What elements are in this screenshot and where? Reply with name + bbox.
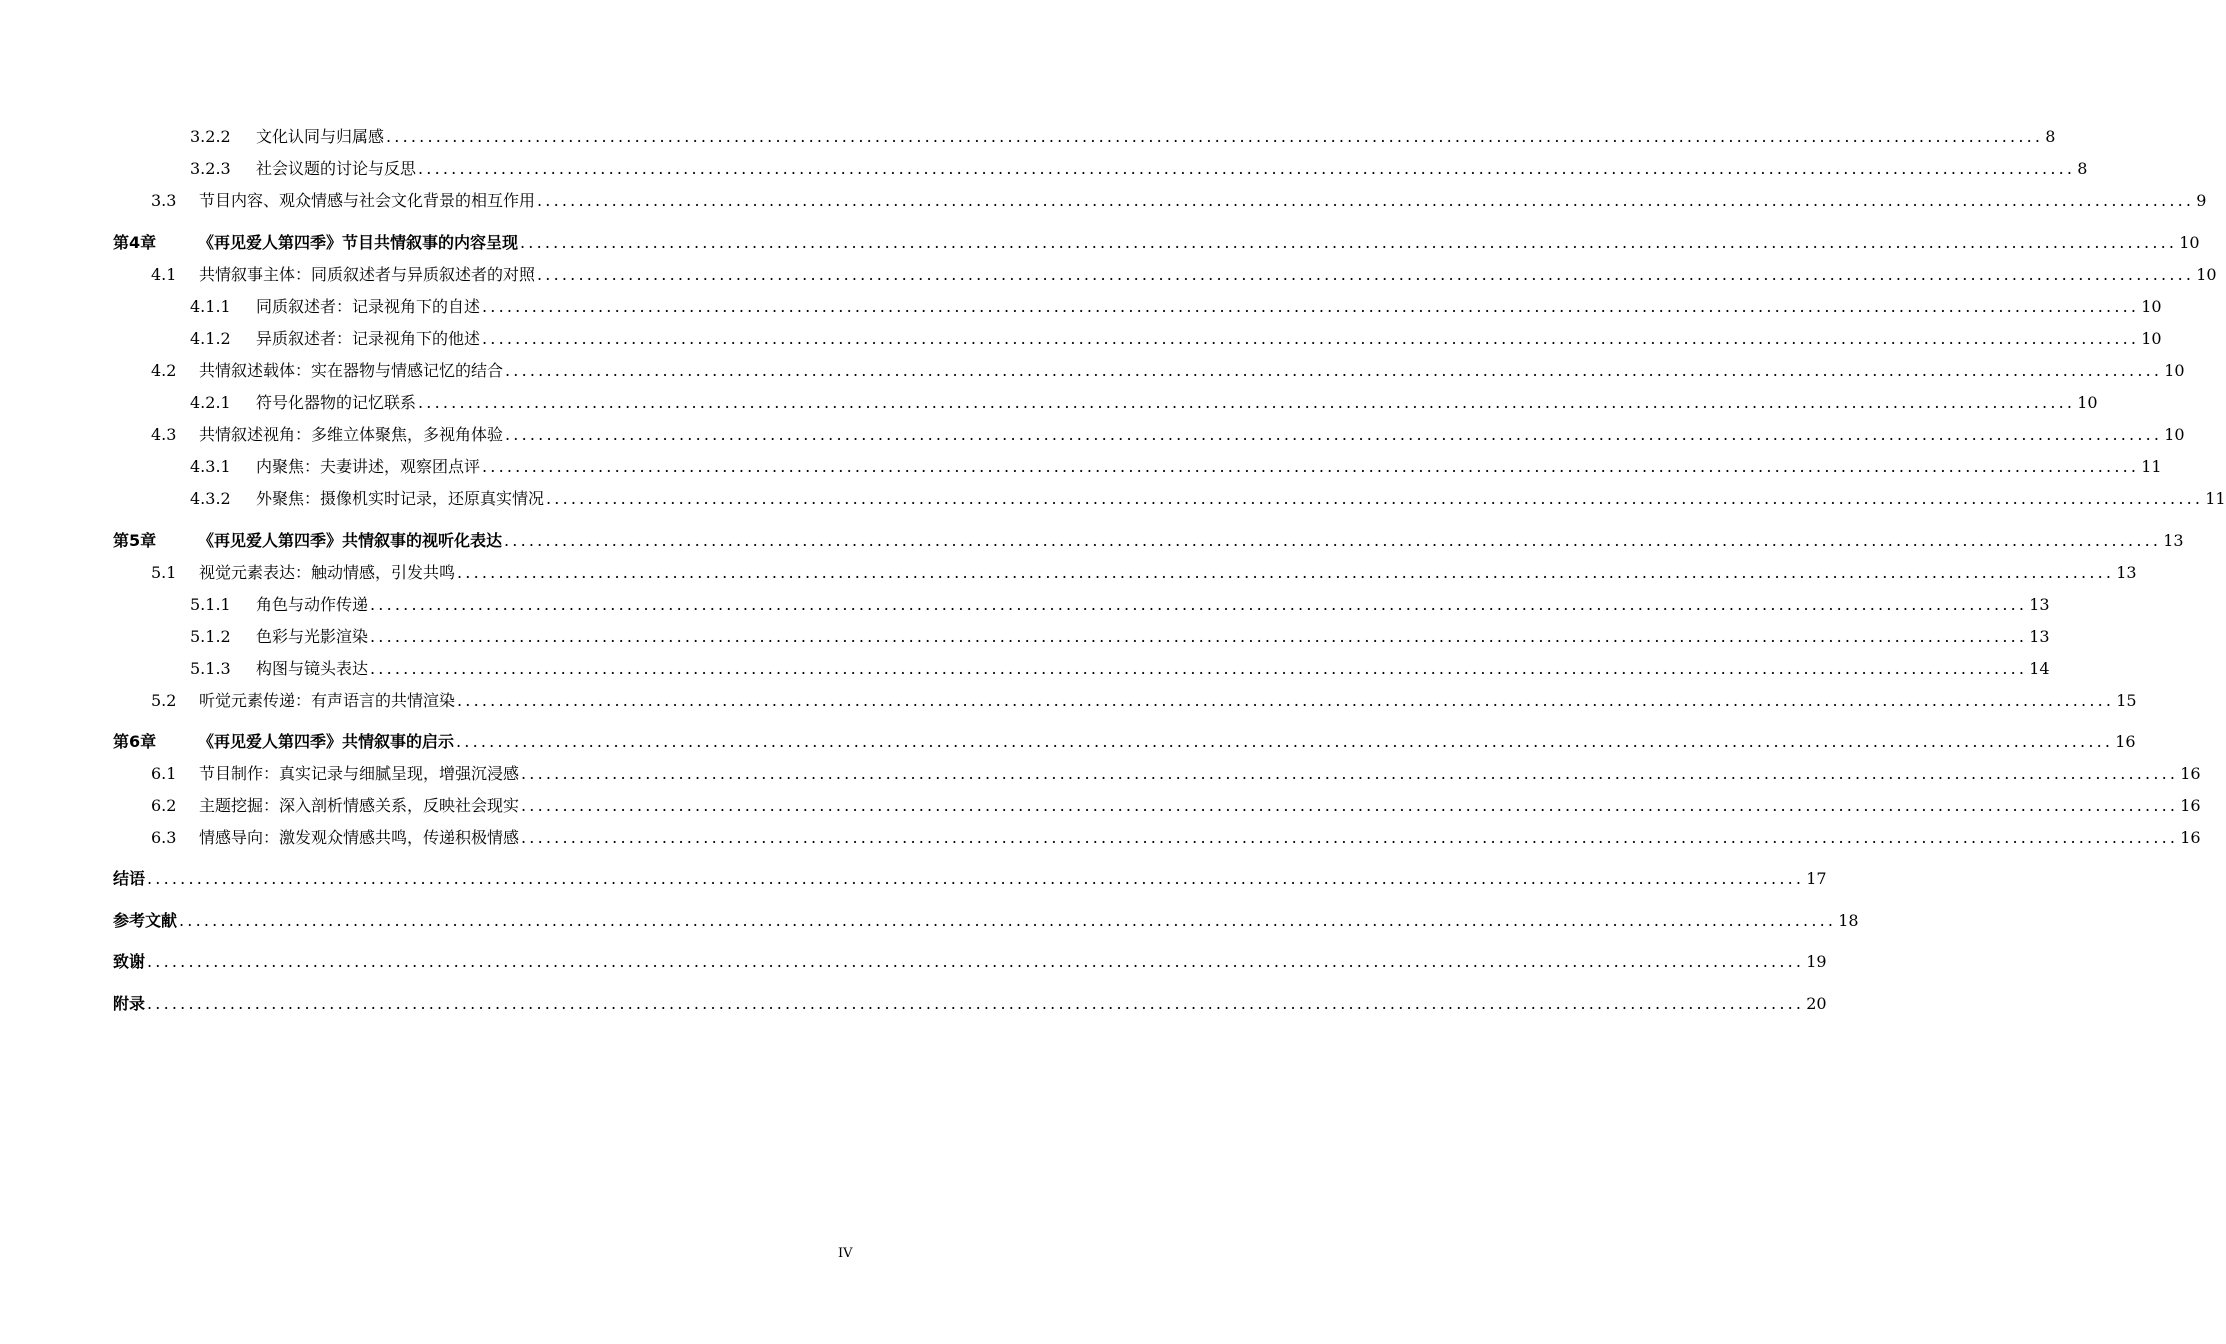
toc-entry-page: 14 (2029, 659, 2050, 678)
toc-entry-page: 13 (2163, 531, 2184, 550)
toc-entry-page: 11 (2141, 457, 2162, 476)
toc-entry-page: 10 (2179, 233, 2200, 252)
toc-entry[interactable] (151, 420, 2185, 444)
dot-leader: ........................................................................................................................................................................................................ (505, 361, 2163, 380)
toc-entry[interactable] (113, 989, 1827, 1013)
dot-leader: ........................................................................................................................................................................................................ (147, 869, 1805, 888)
dot-leader: ........................................................................................................................................................................................................ (457, 563, 2115, 582)
toc-entry-page: 13 (2116, 563, 2137, 582)
toc-entry-page: 13 (2029, 595, 2050, 614)
toc-entry-number: 3.2.3 (190, 159, 231, 178)
toc-entry-title: 异质叙述者：记录视角下的他述 (256, 329, 481, 348)
toc-entry[interactable] (113, 947, 1827, 971)
dot-leader: ........................................................................................................................................................................................................ (546, 489, 2204, 508)
toc-entry-title: 情感导向：激发观众情感共鸣，传递积极情感 (199, 828, 520, 847)
toc-entry-number: 5.1.3 (190, 659, 231, 678)
toc-entry-number: 4.2 (151, 361, 177, 380)
dot-leader: ........................................................................................................................................................................................................ (482, 329, 2140, 348)
toc-entry-number: 4.3 (151, 425, 177, 444)
toc-entry-title: 共情叙述载体：实在器物与情感记忆的结合 (199, 361, 504, 380)
toc-entry-title: 内聚焦：夫妻讲述，观察团点评 (256, 457, 481, 476)
toc-entry-title: 《再见爱人第四季》节目共情叙事的内容呈现 (198, 233, 519, 252)
toc-entry-page: 10 (2164, 361, 2185, 380)
toc-entry-number: 第4章 (113, 233, 157, 252)
toc-entry-page: 19 (1806, 952, 1827, 971)
toc-entry-number: 4.3.1 (190, 457, 231, 476)
toc-entry[interactable] (151, 759, 2201, 783)
toc-entry-number: 第5章 (113, 531, 157, 550)
toc-entry[interactable] (190, 654, 2050, 678)
dot-leader: ........................................................................................................................................................................................................ (179, 911, 1837, 930)
dot-leader: ........................................................................................................................................................................................................ (386, 127, 2044, 146)
toc-entry[interactable] (151, 260, 2217, 284)
toc-entry[interactable] (190, 452, 2162, 476)
toc-entry-title: 外聚焦：摄像机实时记录，还原真实情况 (256, 489, 545, 508)
dot-leader: ........................................................................................................................................................................................................ (147, 994, 1805, 1013)
page-number: IV (838, 1246, 853, 1261)
toc-entry-page: 8 (2077, 159, 2088, 178)
toc-entry[interactable] (151, 823, 2201, 847)
toc-entry-title: 《再见爱人第四季》共情叙事的视听化表达 (198, 531, 503, 550)
toc-entry-title: 《再见爱人第四季》共情叙事的启示 (198, 732, 455, 751)
toc-entry-page: 10 (2196, 265, 2217, 284)
dot-leader: ........................................................................................................................................................................................................ (418, 393, 2076, 412)
toc-entry-page: 10 (2141, 329, 2162, 348)
toc-entry-title: 共情叙事主体：同质叙述者与异质叙述者的对照 (199, 265, 536, 284)
dot-leader: ........................................................................................................................................................................................................ (504, 531, 2162, 550)
dot-leader: ........................................................................................................................................................................................................ (521, 764, 2179, 783)
toc-entry-number: 3.3 (151, 191, 177, 210)
toc-entry-title: 同质叙述者：记录视角下的自述 (256, 297, 481, 316)
toc-entry-page: 10 (2077, 393, 2098, 412)
toc-entry-number: 6.3 (151, 828, 177, 847)
toc-entry[interactable] (190, 622, 2050, 646)
toc-entry[interactable] (190, 484, 2226, 508)
toc-entry-title: 色彩与光影渲染 (256, 627, 369, 646)
toc-entry-number: 4.1 (151, 265, 177, 284)
toc-entry-page: 8 (2045, 127, 2056, 146)
dot-leader: ........................................................................................................................................................................................................ (457, 691, 2115, 710)
toc-entry-title: 附录 (113, 994, 146, 1013)
toc-entry-title: 共情叙述视角：多维立体聚焦，多视角体验 (199, 425, 504, 444)
toc-entry-page: 16 (2180, 764, 2201, 783)
dot-leader: ........................................................................................................................................................................................................ (482, 297, 2140, 316)
toc-entry-title: 符号化器物的记忆联系 (256, 393, 417, 412)
toc-entry[interactable] (151, 686, 2137, 710)
toc-entry[interactable] (113, 864, 1827, 888)
toc-entry-page: 18 (1838, 911, 1859, 930)
dot-leader: ........................................................................................................................................................................................................ (418, 159, 2076, 178)
dot-leader: ........................................................................................................................................................................................................ (370, 595, 2028, 614)
toc-entry[interactable] (113, 228, 2200, 252)
toc-entry-number: 3.2.2 (190, 127, 231, 146)
toc-entry[interactable] (190, 122, 2056, 146)
toc-entry-title: 构图与镜头表达 (256, 659, 369, 678)
toc-entry-title: 结语 (113, 869, 146, 888)
toc-entry-title: 视觉元素表达：触动情感，引发共鸣 (199, 563, 456, 582)
toc-entry[interactable] (113, 526, 2184, 550)
toc-entry-number: 4.2.1 (190, 393, 231, 412)
toc-entry-page: 20 (1806, 994, 1827, 1013)
toc-entry-number: 5.1.1 (190, 595, 231, 614)
toc-entry[interactable] (190, 590, 2050, 614)
dot-leader: ........................................................................................................................................................................................................ (482, 457, 2140, 476)
toc-entry-page: 9 (2196, 191, 2207, 210)
toc-entry-title: 节目内容、观众情感与社会文化背景的相互作用 (199, 191, 536, 210)
dot-leader: ........................................................................................................................................................................................................ (521, 796, 2179, 815)
toc-entry[interactable] (151, 558, 2137, 582)
toc-entry[interactable] (190, 324, 2162, 348)
toc-entry[interactable] (113, 727, 2136, 751)
toc-entry-page: 17 (1806, 869, 1827, 888)
toc-entry-title: 主题挖掘：深入剖析情感关系，反映社会现实 (199, 796, 520, 815)
dot-leader: ........................................................................................................................................................................................................ (537, 265, 2195, 284)
toc-entry-page: 10 (2141, 297, 2162, 316)
dot-leader: ........................................................................................................................................................................................................ (521, 828, 2179, 847)
toc-entry-page: 13 (2029, 627, 2050, 646)
toc-entry-page: 16 (2180, 828, 2201, 847)
toc-entry-page: 11 (2205, 489, 2226, 508)
dot-leader: ........................................................................................................................................................................................................ (370, 627, 2028, 646)
toc-entry-page: 16 (2115, 732, 2136, 751)
toc-entry-number: 5.1 (151, 563, 177, 582)
toc-entry-title: 致谢 (113, 952, 146, 971)
toc-entry[interactable] (190, 154, 2088, 178)
toc-entry-page: 16 (2180, 796, 2201, 815)
toc-entry[interactable] (151, 356, 2185, 380)
toc-entry[interactable] (190, 388, 2098, 412)
dot-leader: ........................................................................................................................................................................................................ (456, 732, 2114, 751)
toc-entry[interactable] (151, 791, 2201, 815)
toc-entry-number: 6.1 (151, 764, 177, 783)
toc-entry-title: 文化认同与归属感 (256, 127, 385, 146)
toc-entry-number: 6.2 (151, 796, 177, 815)
dot-leader: ........................................................................................................................................................................................................ (520, 233, 2178, 252)
toc-entry-number: 4.1.1 (190, 297, 231, 316)
toc-entry-title: 角色与动作传递 (256, 595, 369, 614)
toc-entry[interactable] (113, 906, 1859, 930)
toc-entry-number: 4.3.2 (190, 489, 231, 508)
toc-entry-title: 节目制作：真实记录与细腻呈现，增强沉浸感 (199, 764, 520, 783)
toc-entry-title: 社会议题的讨论与反思 (256, 159, 417, 178)
toc-entry-number: 4.1.2 (190, 329, 231, 348)
toc-entry-title: 参考文献 (113, 911, 178, 930)
dot-leader: ........................................................................................................................................................................................................ (147, 952, 1805, 971)
toc-entry-number: 5.2 (151, 691, 177, 710)
toc-entry[interactable] (151, 186, 2207, 210)
dot-leader: ........................................................................................................................................................................................................ (370, 659, 2028, 678)
toc-entry-number: 5.1.2 (190, 627, 231, 646)
toc-entry-title: 听觉元素传递：有声语言的共情渲染 (199, 691, 456, 710)
toc-entry-page: 10 (2164, 425, 2185, 444)
dot-leader: ........................................................................................................................................................................................................ (505, 425, 2163, 444)
toc-entry-page: 15 (2116, 691, 2137, 710)
toc-entry[interactable] (190, 292, 2162, 316)
dot-leader: ........................................................................................................................................................................................................ (537, 191, 2195, 210)
toc-entry-number: 第6章 (113, 732, 157, 751)
